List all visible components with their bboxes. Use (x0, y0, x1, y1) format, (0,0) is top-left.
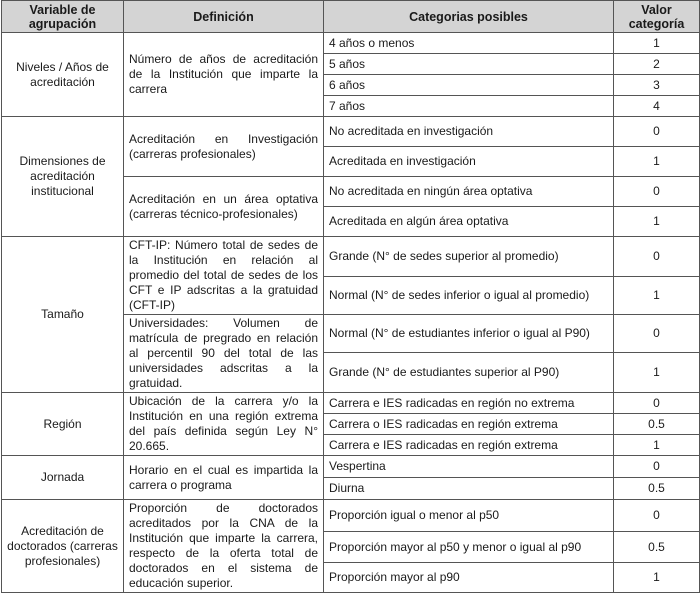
categoria-cell: Grande (N° de sedes superior al promedio) (324, 237, 614, 277)
header-definicion: Definición (124, 1, 324, 33)
valor-cell: 0.5 (614, 531, 700, 563)
variable-doctorados: Acreditación de doctorados (carreras profesionales) (2, 500, 124, 593)
variable-jornada: Jornada (2, 456, 124, 500)
table-row (2, 456, 700, 478)
definicion-universidades: Universidades: Volumen de matrícula de pregrado en relación al percentil 90 del total de las universidades adscritas a la gratuidad. (124, 315, 324, 393)
header-variable: Variable de agrupación (2, 1, 124, 33)
definicion-jornada: Horario en el cual es impartida la carrera o programa (124, 456, 324, 500)
valor-cell: 0 (614, 315, 700, 353)
categoria-cell: Normal (N° de estudiantes inferior o igual al P90) (324, 315, 614, 353)
valor-cell: 1 (614, 147, 700, 177)
categoria-cell: 7 años (324, 96, 614, 117)
definicion-region: Ubicación de la carrera y/o la Institución en una región extrema del país definida según Ley N° 20.665. (124, 393, 324, 456)
valor-cell: 0 (614, 117, 700, 147)
definicion-investigacion: Acreditación en Investigación (carreras profesionales) (124, 117, 324, 177)
table-row (2, 393, 700, 414)
categoria-cell: Vespertina (324, 456, 614, 478)
categoria-cell: No acreditada en ningún área optativa (324, 177, 614, 207)
categoria-cell: Proporción igual o menor al p50 (324, 500, 614, 532)
valor-cell: 1 (614, 33, 700, 54)
table-row (2, 33, 700, 54)
valor-cell: 0 (614, 177, 700, 207)
valor-cell: 0.5 (614, 478, 700, 500)
categoria-cell: 6 años (324, 75, 614, 96)
categoria-cell: Carrera e IES radicadas en región extrema (324, 435, 614, 456)
categoria-cell: Carrera e IES radicadas en región no extrema (324, 393, 614, 414)
categories-table (1, 0, 700, 593)
table-row (2, 237, 700, 277)
categoria-cell: Acreditada en investigación (324, 147, 614, 177)
header-row (2, 1, 700, 33)
definicion-cft-ip: CFT-IP: Número total de sedes de la Institución en relación al promedio del total de sedes de los CFT e IP adscritas a la gratuidad (CFT-IP) (124, 237, 324, 315)
valor-cell: 0 (614, 500, 700, 532)
valor-cell: 1 (614, 435, 700, 456)
valor-cell: 0 (614, 393, 700, 414)
categoria-cell: 5 años (324, 54, 614, 75)
valor-cell: 0 (614, 237, 700, 277)
header-valor: Valor categoría (614, 1, 700, 33)
valor-cell: 1 (614, 207, 700, 237)
valor-cell: 2 (614, 54, 700, 75)
table-row (2, 500, 700, 532)
categoria-cell: Proporción mayor al p90 (324, 563, 614, 593)
variable-dimensiones: Dimensiones de acreditación institucional (2, 117, 124, 237)
header-categorias: Categorias posibles (324, 1, 614, 33)
valor-cell: 1 (614, 352, 700, 392)
categoria-cell: Normal (N° de sedes inferior o igual al promedio) (324, 277, 614, 315)
categoria-cell: Acreditada en algún área optativa (324, 207, 614, 237)
categoria-cell: No acreditada en investigación (324, 117, 614, 147)
categoria-cell: Proporción mayor al p50 y menor o igual al p90 (324, 531, 614, 563)
definicion-doctorados: Proporción de doctorados acreditados por la CNA de la Institución que imparte la carrera, respecto de la oferta total de doctorados en el sistema de educación superior. (124, 500, 324, 593)
variable-niveles: Niveles / Años de acreditación (2, 33, 124, 117)
categoria-cell: 4 años o menos (324, 33, 614, 54)
valor-cell: 0.5 (614, 414, 700, 435)
categoria-cell: Diurna (324, 478, 614, 500)
definicion-area-optativa: Acreditación en un área optativa (carreras técnico-profesionales) (124, 177, 324, 237)
definicion-niveles: Número de años de acreditación de la Institución que imparte la carrera (124, 33, 324, 117)
categoria-cell: Grande (N° de estudiantes superior al P90) (324, 352, 614, 392)
valor-cell: 3 (614, 75, 700, 96)
variable-region: Región (2, 393, 124, 456)
table-row (2, 117, 700, 147)
variable-tamano: Tamaño (2, 237, 124, 393)
valor-cell: 1 (614, 277, 700, 315)
valor-cell: 0 (614, 456, 700, 478)
valor-cell: 1 (614, 563, 700, 593)
valor-cell: 4 (614, 96, 700, 117)
categoria-cell: Carrera o IES radicadas en región extrema (324, 414, 614, 435)
